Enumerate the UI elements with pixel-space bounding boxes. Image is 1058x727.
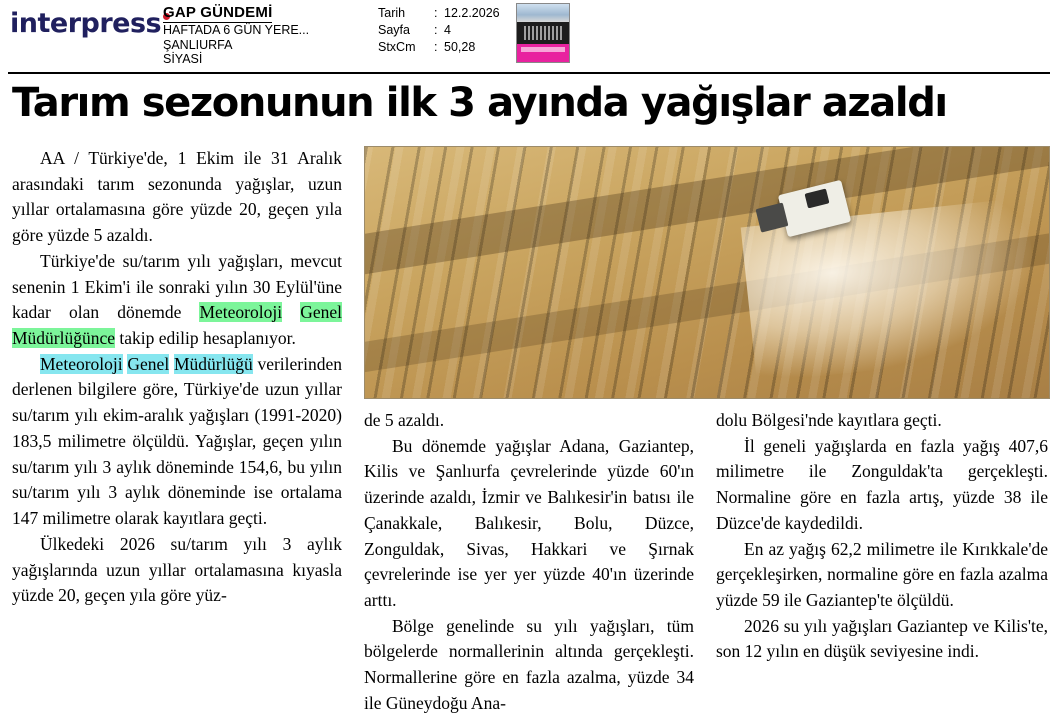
paragraph-text-after: takip edilip hesaplanıyor. bbox=[115, 328, 296, 349]
publication-name: GAP GÜNDEMİ bbox=[163, 4, 273, 21]
thumbnail-middle-band bbox=[517, 22, 569, 44]
header-divider bbox=[8, 72, 1050, 74]
paragraph: de 5 azaldı. bbox=[364, 410, 445, 430]
meta-colon: : bbox=[434, 22, 438, 37]
interpress-logo bbox=[10, 8, 170, 39]
paragraph bbox=[12, 352, 342, 532]
article-photo bbox=[364, 146, 1050, 399]
paragraph: Ülkedeki 2026 su/tarım yılı 3 aylık yağışlarında uzun yıllar ortalamasına kıyasla yüzde 20, geçen yıla göre yüz- bbox=[12, 533, 342, 606]
highlight-genel-2: Genel bbox=[127, 353, 170, 374]
paragraph bbox=[12, 249, 342, 352]
meta-label-date: Tarih bbox=[378, 6, 406, 20]
meta-label-stxcm: StxCm bbox=[378, 39, 416, 54]
publication-city: ŞANLIURFA bbox=[163, 37, 233, 52]
paragraph: Bu dönemde yağışlar Adana, Gaziantep, Kilis ve Şanlıurfa çevrelerinde yüzde 60'ın üzerinde azaldı, İzmir ve Balıkesir'in batısı ile Çanakkale, Balıkesir, Bolu, Düzce, Zonguldak, Sivas, Hakkari ve Şırnak çevrelerinde ise yer yer yüzde 40'ın üzerinde arttı. bbox=[364, 435, 694, 611]
space bbox=[282, 302, 300, 322]
meta-colon: : bbox=[434, 6, 438, 20]
paragraph: En az yağış 62,2 milimetre ile Kırıkkale'de gerçekleşirken, normaline göre en fazla azalma yüzde 59 ile Gaziantep'te ölçüldü. bbox=[716, 538, 1048, 611]
thumbnail-bottom-band bbox=[517, 44, 569, 62]
logo-text-inter: inter bbox=[10, 8, 81, 39]
publication-block bbox=[163, 4, 309, 67]
meta-value-stxcm: 50,28 bbox=[444, 39, 476, 54]
logo-text-press: press bbox=[80, 8, 162, 39]
publication-type: SİYASİ bbox=[163, 52, 203, 67]
publication-frequency: HAFTADA 6 GÜN YERE... bbox=[163, 22, 310, 37]
meta-row-stxcm bbox=[378, 39, 500, 56]
paragraph: Bölge genelinde su yılı yağışları, tüm bölgelerde normallerinin altında gerçekleşti. Normallerine göre en fazla azalma, yüzde 34 ile Güneydoğu Ana- bbox=[364, 615, 694, 713]
meta-value-date: 12.2.2026 bbox=[444, 6, 500, 20]
paragraph: 2026 su yılı yağışları Gaziantep ve Kilis'te, son 12 yılın en düşük seviyesine indi. bbox=[716, 615, 1048, 662]
body-column-1 bbox=[12, 146, 342, 609]
highlight-meteoroloji: Meteoroloji bbox=[199, 302, 283, 323]
paragraph: İl geneli yağışlarda en fazla yağış 407,6 milimetre ile Zonguldak'ta gerçekleşti. Normaline göre en fazla artış, yüzde 38 ile Düzce'de kaydedildi. bbox=[716, 435, 1048, 533]
body-column-2 bbox=[364, 408, 694, 717]
thumbnail-top-band bbox=[517, 4, 569, 22]
meta-label-page: Sayfa bbox=[378, 22, 410, 37]
paragraph: dolu Bölgesi'nde kayıtlara geçti. bbox=[716, 410, 942, 430]
paragraph-text-after: verilerinden derlenen bilgilere göre, Türkiye'de uzun yıllar su/tarım yılı ekim-aralık yağışları (1991-2020) 183,5 milimetre ölçüldü. Yağışlar, geçen yılın su/tarım yılı 3 aylık döneminde 154,6, bu yılın su/tarım yılı 3 aylık döneminde ise ortalama 147 milimetre olarak kayıtlara geçti. bbox=[12, 353, 343, 529]
meta-value-page: 4 bbox=[444, 22, 451, 37]
clipping-metadata bbox=[378, 5, 500, 56]
article-headline: Tarım sezonunun ilk 3 ayında yağışlar azaldı bbox=[12, 80, 947, 126]
meta-colon: : bbox=[434, 39, 438, 54]
clipping-header bbox=[0, 0, 1058, 70]
meta-row-date bbox=[378, 5, 500, 22]
highlight-mudurlugunce: Müdürlüğünce bbox=[12, 328, 116, 349]
article-body bbox=[12, 146, 1048, 726]
paragraph: AA / Türkiye'de, 1 Ekim ile 31 Aralık arasındaki tarım sezonunda yağışlar, uzun yıllar ortalamasına göre yüzde 20, geçen yıla göre yüzde 5 azaldı. bbox=[12, 148, 342, 246]
page-thumbnail[interactable] bbox=[516, 3, 570, 63]
paragraph-text-before: Türkiye'de su/tarım yılı yağışları, mevcut senenin 1 Ekim'i ile sonraki yılın 30 Eylül'üne kadar olan dönemde bbox=[12, 250, 342, 323]
highlight-mudurlugu: Müdürlüğü bbox=[173, 353, 253, 374]
body-column-3 bbox=[716, 408, 1048, 665]
meta-row-page bbox=[378, 22, 500, 39]
highlight-genel: Genel bbox=[300, 302, 342, 323]
highlight-meteoroloji-2: Meteoroloji bbox=[40, 353, 123, 374]
